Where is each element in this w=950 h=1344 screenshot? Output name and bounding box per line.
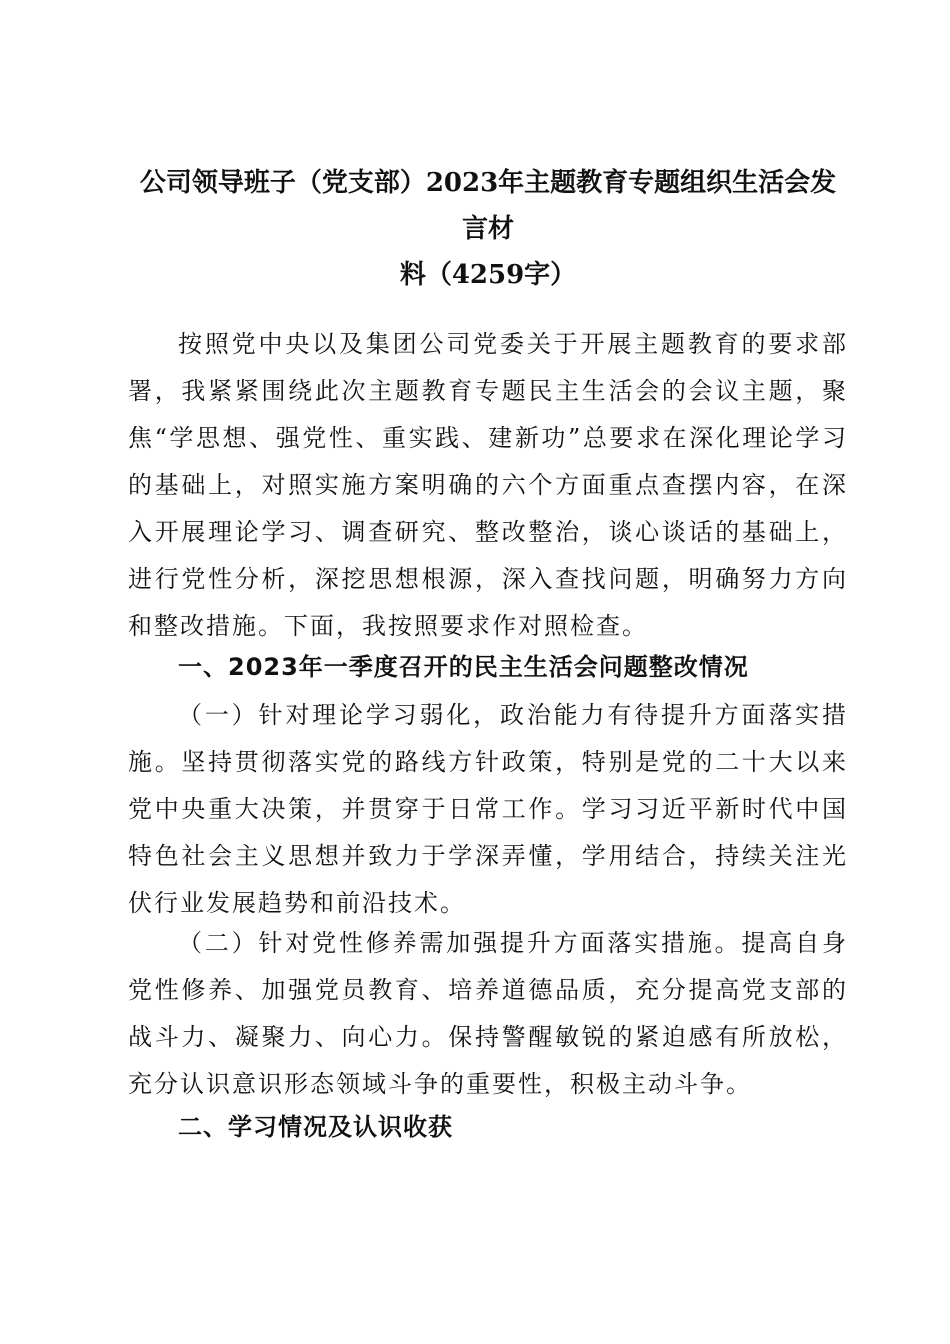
section-1-item-1: （一）针对理论学习弱化，政治能力有待提升方面落实措施。坚持贯彻落实党的路线方针政策，特别是党的二十大以来党中央重大决策，并贯穿于日常工作。学习习近平新时代中国特色社会主义思想并致力于学深弄懂，学用结合，持续关注光伏行业发展趋势和前沿技术。 <box>128 701 848 917</box>
title-line-1: 公司领导班子（党支部）2023年主题教育专题组织生活会发言材 <box>139 168 837 244</box>
title-line-2: 料（4259字） <box>399 260 577 290</box>
section-1-heading: 一、2023年一季度召开的民主生活会问题整改情况 <box>178 653 749 681</box>
document-title <box>128 160 848 298</box>
section-2-heading: 二、学习情况及认识收获 <box>178 1113 453 1141</box>
section-1-item-2: （二）针对党性修养需加强提升方面落实措施。提高自身党性修养、加强党员教育、培养道德品质，充分提高党支部的战斗力、凝聚力、向心力。保持警醒敏锐的紧迫感有所放松，充分认识意识形态领域斗争的重要性，积极主动斗争。 <box>128 929 848 1098</box>
intro-paragraph: 按照党中央以及集团公司党委关于开展主题教育的要求部署，我紧紧围绕此次主题教育专题民主生活会的会议主题，聚焦“学思想、强党性、重实践、建新功”总要求在深化理论学习的基础上，对照实施方案明确的六个方面重点查摆内容，在深入开展理论学习、调查研究、整改整治，谈心谈话的基础上，进行党性分析，深挖思想根源，深入查找问题，明确努力方向和整改措施。下面，我按照要求作对照检查。 <box>128 330 848 640</box>
